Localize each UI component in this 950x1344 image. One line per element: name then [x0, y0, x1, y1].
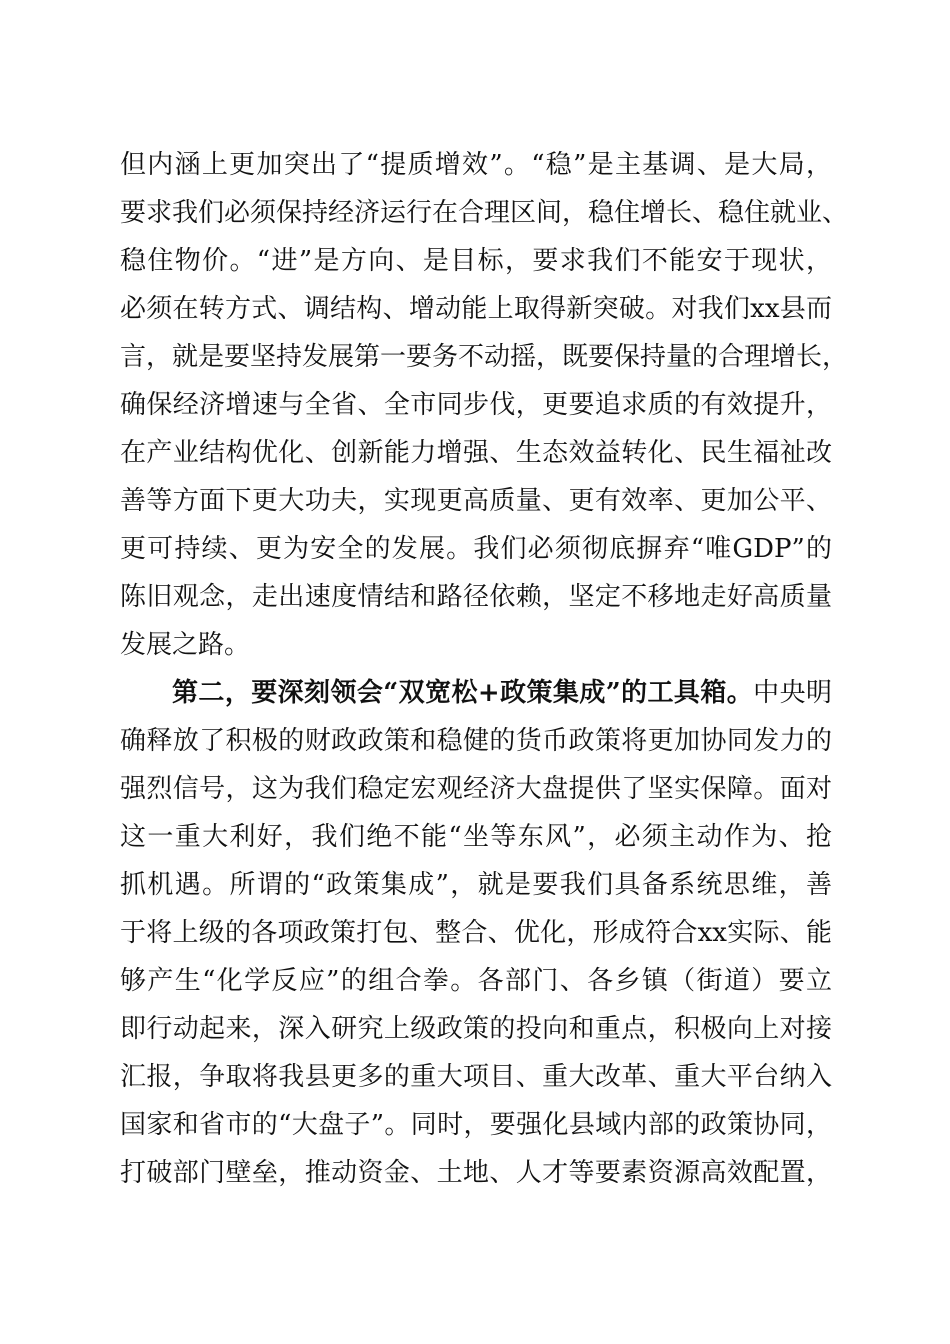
text-line: 言，就是要坚持发展第一要务不动摇，既要保持量的合理增长， — [120, 342, 849, 372]
text-line: 打破部门壁垒，推动资金、土地、人才等要素资源高效配置， — [120, 1158, 832, 1188]
text-line: 确保经济增速与全省、全市同步伐，更要追求质的有效提升， — [120, 390, 832, 420]
text-line: 稳住物价。“进”是方向、是目标，要求我们不能安于现状， — [120, 246, 832, 276]
text-line: 即行动起来，深入研究上级政策的投向和重点，积极向上对接 — [120, 1014, 832, 1044]
text-line: 更可持续、更为安全的发展。我们必须彻底摒弃“唯GDP”的 — [120, 534, 832, 564]
text-line: 确释放了积极的财政政策和稳健的货币政策将更加协同发力的 — [120, 726, 832, 756]
text-line: 这一重大利好，我们绝不能“坐等东风”，必须主动作为、抢 — [120, 822, 832, 852]
text-line: 发展之路。 — [120, 630, 251, 660]
paragraph-heading-line — [172, 673, 832, 713]
text-line: 国家和省市的“大盘子”。同时，要强化县域内部的政策协同， — [120, 1110, 832, 1140]
text-line: 陈旧观念，走出速度情结和路径依赖，坚定不移地走好高质量 — [120, 582, 832, 612]
text-line: 但内涵上更加突出了“提质增效”。“稳”是主基调、是大局， — [120, 150, 832, 180]
text-line: 够产生“化学反应”的组合拳。各部门、各乡镇（街道）要立 — [120, 966, 832, 996]
text-line: 在产业结构优化、创新能力增强、生态效益转化、民生福祉改 — [120, 438, 832, 468]
text-line: 强烈信号，这为我们稳定宏观经济大盘提供了坚实保障。面对 — [120, 774, 832, 804]
text-line: 必须在转方式、调结构、增动能上取得新突破。对我们xx县而 — [120, 294, 832, 324]
text-line: 善等方面下更大功夫，实现更高质量、更有效率、更加公平、 — [120, 486, 832, 516]
heading-line-rest: 中央明 — [753, 678, 832, 708]
text-line: 抓机遇。所谓的“政策集成”，就是要我们具备系统思维，善 — [120, 870, 832, 900]
text-line: 要求我们必须保持经济运行在合理区间，稳住增长、稳住就业、 — [120, 198, 849, 228]
text-line: 汇报，争取将我县更多的重大项目、重大改革、重大平台纳入 — [120, 1062, 832, 1092]
text-line: 于将上级的各项政策打包、整合、优化，形成符合xx实际、能 — [120, 918, 832, 948]
paragraph-heading: 第二，要深刻领会“双宽松+政策集成”的工具箱。 — [172, 678, 754, 708]
